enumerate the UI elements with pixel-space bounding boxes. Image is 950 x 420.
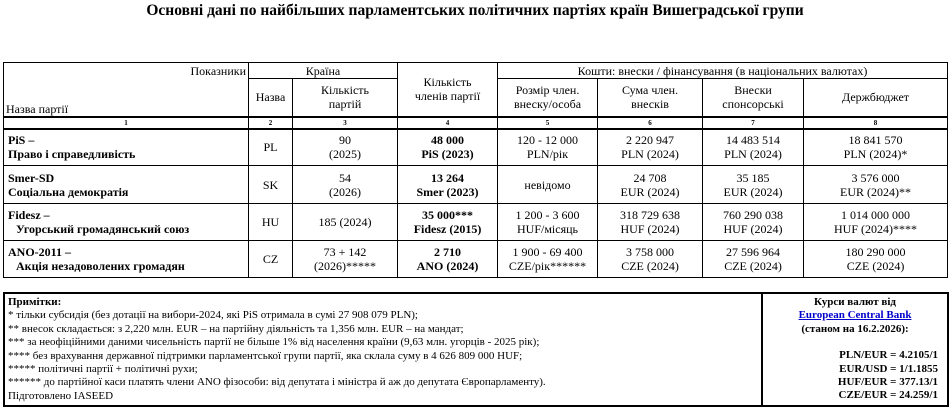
fee-sum: 318 729 638 HUF (2024): [598, 204, 703, 241]
fx-date: (станом на 16.2.2026):: [801, 322, 909, 335]
fx-heading: Курси валют від: [814, 296, 896, 308]
column-number-row: [4, 117, 948, 129]
state-budget: 18 841 570 PLN (2024)*: [804, 129, 948, 166]
fx-rate: PLN/EUR = 4.2105/1: [839, 349, 938, 362]
header-party-name: Назва партії: [4, 79, 249, 117]
sponsor-funds: 14 483 514 PLN (2024): [703, 129, 804, 166]
exchange-rates-panel: [762, 293, 948, 406]
table-row: [4, 166, 948, 204]
table-row: [4, 204, 948, 241]
ecb-link[interactable]: European Central Bank: [798, 309, 912, 322]
state-budget: 1 014 000 000 HUF (2024)****: [804, 204, 948, 241]
note-line: **** без врахування державної підтримки парламентської групи партії, яка склала суму в 4 626 809 000 HUF;: [8, 349, 523, 362]
fee-size: 1 900 - 69 400 CZE/рік******: [498, 241, 598, 278]
header-members: Кількість членів партії: [398, 63, 498, 117]
party-count: 54 (2026): [293, 166, 398, 204]
note-line: ** внесок складається: з 2,220 млн. EUR – на партійну діяльність та 1,356 млн. EUR – на мандат;: [8, 322, 464, 335]
notes-heading: Примітки:: [8, 296, 62, 308]
fx-rate: EUR/USD = 1/1.1855: [839, 362, 938, 375]
fx-rate: CZE/EUR = 24.259/1: [838, 389, 938, 402]
state-budget: 180 290 000 CZE (2024): [804, 241, 948, 278]
country-code: HU: [249, 204, 293, 241]
notes-panel: [4, 293, 762, 406]
column-number: 1: [4, 117, 249, 129]
table-row: [4, 241, 948, 278]
party-data-table: [3, 62, 948, 278]
country-code: PL: [249, 129, 293, 166]
header-party-count: Кількість партій: [293, 79, 398, 117]
column-number: 2: [249, 117, 293, 129]
country-code: SK: [249, 166, 293, 204]
column-number: 8: [804, 117, 948, 129]
note-line: ***** політичні партії + політичні рухи;: [8, 363, 198, 376]
page-title: Основні дані по найбільших парламентських політичних партіях країн Вишеградської групи: [146, 2, 804, 19]
column-number: 3: [293, 117, 398, 129]
note-line: *** за неофіційними даними чисельність партії не більше 1% від населення країни (9,63 млн. угорців - 2025 рік);: [8, 336, 540, 349]
sponsor-funds: 760 290 038 HUF (2024): [703, 204, 804, 241]
header-fee-sum: Сума член. внесків: [598, 79, 703, 117]
fx-rate: HUF/EUR = 377.13/1: [837, 376, 938, 389]
note-line: * тільки субсидія (без дотації на вибори-2024, які PiS отримала в сумі 27 908 079 PLN);: [8, 309, 418, 322]
column-number: 5: [498, 117, 598, 129]
header-budget: Держбюджет: [804, 79, 948, 117]
fee-sum: 3 758 000 CZE (2024): [598, 241, 703, 278]
header-country-name: Назва: [249, 79, 293, 117]
members-count: 13 264 Smer (2023): [398, 166, 498, 204]
fee-sum: 24 708 EUR (2024): [598, 166, 703, 204]
sponsor-funds: 35 185 EUR (2024): [703, 166, 804, 204]
members-count: 2 710 ANO (2024): [398, 241, 498, 278]
members-count: 35 000*** Fidesz (2015): [398, 204, 498, 241]
members-count: 48 000 PiS (2023): [398, 129, 498, 166]
header-country: Країна: [249, 63, 398, 79]
column-number: 7: [703, 117, 804, 129]
fee-sum: 2 220 947 PLN (2024): [598, 129, 703, 166]
sponsor-funds: 27 596 964 CZE (2024): [703, 241, 804, 278]
party-name: ANO-2011 – Акція незадоволених громадян: [4, 241, 249, 278]
party-count: 73 + 142 (2026)*****: [293, 241, 398, 278]
prepared-by: Підготовлено IASEED: [8, 389, 114, 402]
party-name: Fidesz – Угорський громадянський союз: [4, 204, 249, 241]
note-line: ****** до партійної каси платять члени ANO фізособи: від депутата і міністра й аж до депутата Європарламенту).: [8, 376, 546, 389]
party-name: PiS – Право і справедливість: [4, 129, 249, 166]
table-row: [4, 129, 948, 166]
fee-size: 120 - 12 000 PLN/рік: [498, 129, 598, 166]
country-code: CZ: [249, 241, 293, 278]
notes-table: [3, 292, 949, 407]
party-count: 90 (2025): [293, 129, 398, 166]
header-sponsor: Внески спонсорські: [703, 79, 804, 117]
party-count: 185 (2024): [293, 204, 398, 241]
column-number: 4: [398, 117, 498, 129]
header-indicators: Показники: [4, 63, 249, 79]
header-fee-size: Розмір член. внеску/особа: [498, 79, 598, 117]
party-name: Smer-SD Соціальна демократія: [4, 166, 249, 204]
header-funds: Кошти: внески / фінансування (в національних валютах): [498, 63, 948, 79]
state-budget: 3 576 000 EUR (2024)**: [804, 166, 948, 204]
fee-size: 1 200 - 3 600 HUF/місяць: [498, 204, 598, 241]
column-number: 6: [598, 117, 703, 129]
fee-size: невідомо: [498, 166, 598, 204]
